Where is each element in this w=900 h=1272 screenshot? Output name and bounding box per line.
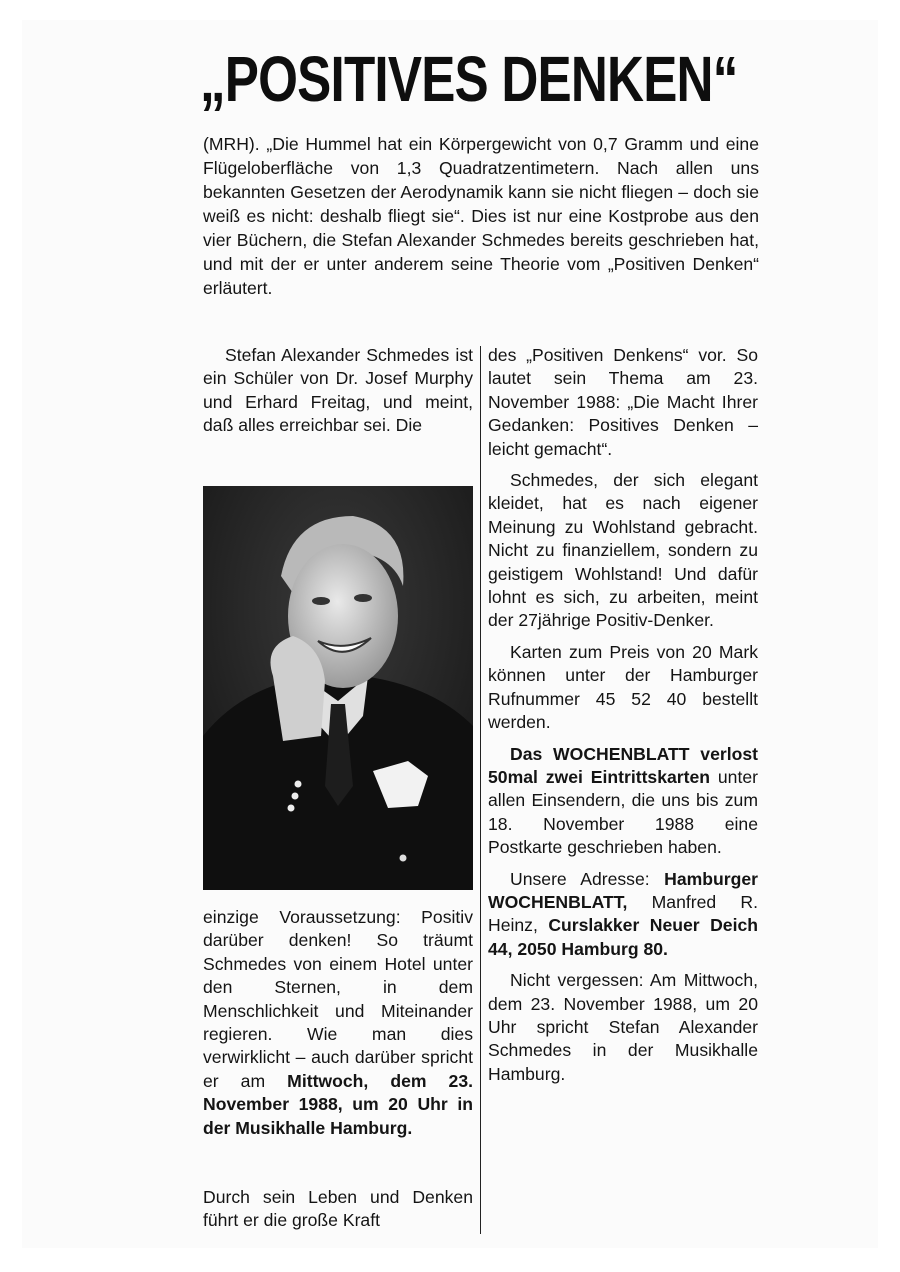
portrait-photo <box>203 486 473 890</box>
col2-paragraph-4 <box>488 743 758 860</box>
col2-paragraph-4-bold: Das WOCHENBLATT verlost 50mal zwei Eintrittskarten <box>488 743 758 787</box>
column-2 <box>488 344 758 1094</box>
column-divider <box>480 346 481 1234</box>
portrait-image <box>203 486 473 890</box>
col2-address-label: Unsere Adresse: <box>510 868 665 889</box>
col2-paragraph-4-text: unter allen Einsendern, die uns bis zum 18. November 1988 eine Postkarte geschrieben haben. <box>488 766 758 858</box>
col2-address-name: Manfred R. Heinz, <box>488 891 758 936</box>
col2-paragraph-5 <box>488 868 758 962</box>
column-1-top <box>203 344 473 438</box>
lead-paragraph: (MRH). „Die Hummel hat ein Körpergewicht von 0,7 Gramm und eine Flügeloberfläche von 1,3 Quadratzentimetern. Nach allen uns bekannten Gesetzen der Aerodynamik kann sie nicht fliegen – doch sie weiß es nicht: deshalb fliegt sie“. Dies ist nur eine Kostprobe aus den vier Büchern, die Stefan Alexander Schmedes bereits geschrieben hat, und mit der er unter anderem seine Theorie vom „Positiven Denken“ erläutert. <box>203 134 759 298</box>
col2-paragraph-1: des „Positiven Denkens“ vor. So lautet sein Thema am 23. November 1988: „Die Macht Ihrer Gedanken: Positives Denken – leicht gemacht“. <box>488 345 758 459</box>
col1-paragraph-3: Durch sein Leben und Denken führt er die große Kraft <box>203 1187 473 1231</box>
col1-paragraph-2-bold: Mittwoch, dem 23. November 1988, um 20 Uhr in der Musikhalle Hamburg. <box>203 1070 473 1138</box>
col2-paragraph-6: Nicht vergessen: Am Mittwoch, dem 23. November 1988, um 20 Uhr spricht Stefan Alexander Schmedes in der Musikhalle Hamburg. <box>488 970 758 1084</box>
column-1-bottom <box>203 1186 473 1233</box>
col2-address-bold-1: Hamburger WOCHENBLATT, <box>488 868 758 912</box>
column-1-middle <box>203 906 473 1140</box>
headline: „POSITIVES DENKEN“ <box>200 43 738 115</box>
col2-paragraph-2: Schmedes, der sich elegant kleidet, hat es nach eigener Meinung zu Wohlstand gebracht. Nicht zu finanziellem, sondern zu geistigem Wohlstand! Und dafür lohnt es sich, zu arbeiten, meint der 27jährige Positiv-Denker. <box>488 470 758 631</box>
col1-paragraph-2-text: einzige Voraussetzung: Positiv darüber denken! So träumt Schmedes von einem Hotel unter den Sternen, in dem Menschlichkeit und Miteinander regieren. Wie man dies verwirklicht – auch darüber spricht er am <box>203 907 473 1091</box>
col1-paragraph-1: Stefan Alexander Schmedes ist ein Schüler von Dr. Josef Murphy und Erhard Freitag, und meint, daß alles erreichbar sei. Die <box>203 345 473 436</box>
col2-address-bold-2: Curslakker Neuer Deich 44, 2050 Hamburg 80. <box>488 915 759 959</box>
col2-paragraph-3: Karten zum Preis von 20 Mark können unter der Hamburger Rufnummer 45 52 40 bestellt werden. <box>488 641 758 733</box>
col1-paragraph-2 <box>203 906 473 1140</box>
